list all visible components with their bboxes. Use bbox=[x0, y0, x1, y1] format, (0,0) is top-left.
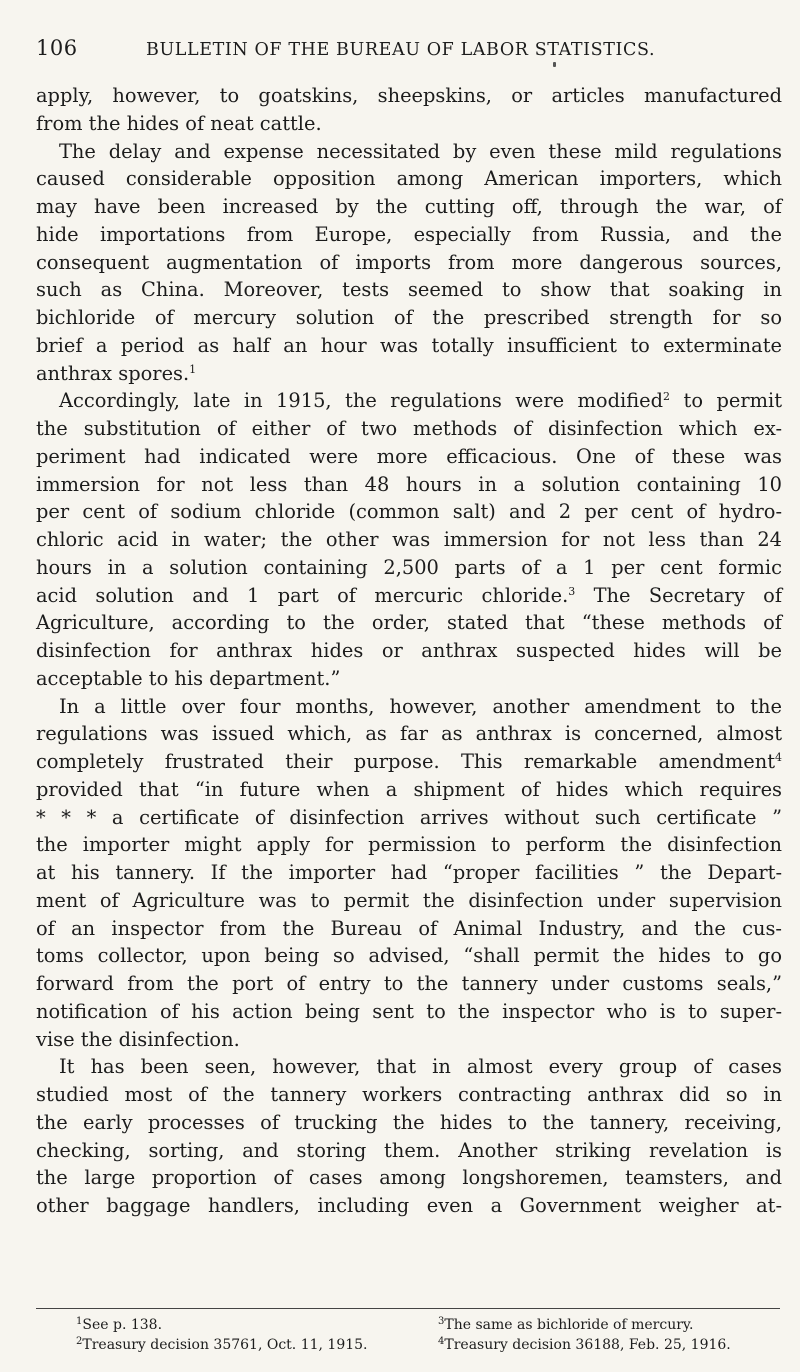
running-head bbox=[36, 36, 782, 70]
text-line: notification of his action being sent to the inspector who is to super- bbox=[36, 999, 782, 1023]
text-line: the importer might apply for permission to perform the disinfection bbox=[36, 833, 782, 857]
text-line: ment of Agriculture was to permit the disinfection under supervision bbox=[36, 888, 782, 912]
text-line: brief a period as half an hour was totally insufficient to exterminate bbox=[36, 333, 782, 357]
printer-dot bbox=[553, 62, 556, 67]
text-line: checking, sorting, and storing them. Another striking revelation is bbox=[36, 1138, 782, 1162]
text-line: other baggage handlers, including even a Government weigher at- bbox=[36, 1194, 782, 1217]
text-line: per cent of sodium chloride (common salt) and 2 per cent of hydro- bbox=[36, 500, 782, 524]
footnote-mark: 3 bbox=[438, 1316, 445, 1327]
text-line: chloric acid in water; the other was immersion for not less than 24 bbox=[36, 528, 782, 551]
text-line: immersion for not less than 48 hours in a solution containing 10 bbox=[36, 472, 782, 496]
text-line: hours in a solution containing 2,500 parts of a 1 per cent formic bbox=[36, 555, 782, 579]
page-number: 106 bbox=[36, 36, 78, 60]
text-line: at his tannery. If the importer had “proper facilities ” the Depart- bbox=[36, 861, 782, 884]
footnote-ref: 3 bbox=[568, 584, 576, 598]
text-fragment: anthrax spores. bbox=[36, 361, 190, 385]
body-text bbox=[36, 82, 782, 1220]
footnote bbox=[36, 1315, 408, 1335]
text-line: from the hides of neat cattle. bbox=[36, 111, 322, 135]
text-line bbox=[36, 582, 782, 610]
footnote-divider bbox=[36, 1308, 780, 1309]
text-line: regulations was issued which, as far as anthrax is concerned, almost bbox=[36, 722, 782, 746]
text-line: periment had indicated were more efficacious. One of these was bbox=[36, 444, 782, 468]
footnote-row bbox=[36, 1315, 780, 1335]
text-fragment: a certificate of disinfection arrives without such certificate ” bbox=[111, 805, 782, 829]
text-line: the early processes of trucking the hides to the tannery, receiving, bbox=[36, 1110, 782, 1134]
text-line: may have been increased by the cutting off, through the war, of bbox=[36, 195, 782, 218]
text-fragment: acid solution and 1 part of mercuric chloride. bbox=[36, 583, 569, 607]
text-line bbox=[36, 387, 782, 415]
text-line bbox=[36, 360, 782, 388]
text-line: such as China. Moreover, tests seemed to show that soaking in bbox=[36, 278, 782, 302]
footnote bbox=[408, 1315, 780, 1335]
text-line: It has been seen, however, that in almost every group of cases bbox=[59, 1055, 782, 1079]
footnote-row bbox=[36, 1335, 780, 1355]
ellipsis-stars: * * * bbox=[36, 805, 97, 829]
text-line: caused considerable opposition among American importers, which bbox=[36, 167, 782, 191]
footnote bbox=[408, 1335, 780, 1355]
footnote-text: Treasury decision 36188, Feb. 25, 1916. bbox=[444, 1337, 731, 1353]
text-fragment: Accordingly, late in 1915, the regulations were modified bbox=[59, 389, 664, 413]
footnote-ref: 4 bbox=[775, 751, 782, 764]
text-fragment: The Secretary of bbox=[593, 583, 782, 607]
text-line: consequent augmentation of imports from more dangerous sources, bbox=[36, 250, 782, 274]
footnote-ref: 2 bbox=[663, 390, 671, 404]
text-line: forward from the port of entry to the tannery under customs seals,” bbox=[36, 972, 782, 995]
running-title: BULLETIN OF THE BUREAU OF LABOR STATISTICS. bbox=[146, 40, 656, 60]
text-line: of an inspector from the Bureau of Animal Industry, and the cus- bbox=[36, 916, 782, 940]
text-line: disinfection for anthrax hides or anthrax suspected hides will be bbox=[36, 639, 782, 662]
footnote bbox=[36, 1335, 408, 1355]
footnote-mark: 4 bbox=[438, 1336, 445, 1347]
text-line: provided that “in future when a shipment of hides which requires bbox=[36, 777, 782, 801]
text-line: bichloride of mercury solution of the prescribed strength for so bbox=[36, 306, 782, 329]
text-line: apply, however, to goatskins, sheepskins, or articles manufactured bbox=[36, 84, 782, 107]
text-fragment: to permit bbox=[683, 389, 783, 413]
text-line: hide importations from Europe, especially from Russia, and the bbox=[36, 222, 782, 246]
footnote-text: Treasury decision 35761, Oct. 11, 1915. bbox=[82, 1337, 368, 1353]
text-fragment: completely frustrated their purpose. This remarkable amendment bbox=[36, 750, 775, 773]
footnote-mark: 1 bbox=[76, 1316, 83, 1327]
footnote-ref: 1 bbox=[189, 362, 197, 376]
text-line: toms collector, upon being so advised, “shall permit the hides to go bbox=[36, 944, 782, 968]
text-line: acceptable to his department.” bbox=[36, 666, 341, 690]
page bbox=[36, 36, 783, 1353]
footnote-text: The same as bichloride of mercury. bbox=[444, 1317, 694, 1333]
text-line: the large proportion of cases among longshoremen, teamsters, and bbox=[36, 1166, 782, 1190]
footnote-text: See p. 138. bbox=[82, 1317, 163, 1333]
text-line: vise the disinfection. bbox=[36, 1027, 240, 1051]
footnotes bbox=[36, 1315, 780, 1355]
text-line: studied most of the tannery workers contracting anthrax did so in bbox=[36, 1083, 782, 1106]
text-line: Agriculture, according to the order, stated that “these methods of bbox=[36, 611, 782, 635]
text-line bbox=[36, 804, 782, 832]
footnote-mark: 2 bbox=[76, 1336, 83, 1347]
text-line: The delay and expense necessitated by even these mild regulations bbox=[59, 139, 782, 163]
text-line: In a little over four months, however, another amendment to the bbox=[59, 694, 782, 718]
text-line bbox=[36, 748, 782, 776]
text-line: the substitution of either of two methods of disinfection which ex- bbox=[36, 417, 782, 440]
